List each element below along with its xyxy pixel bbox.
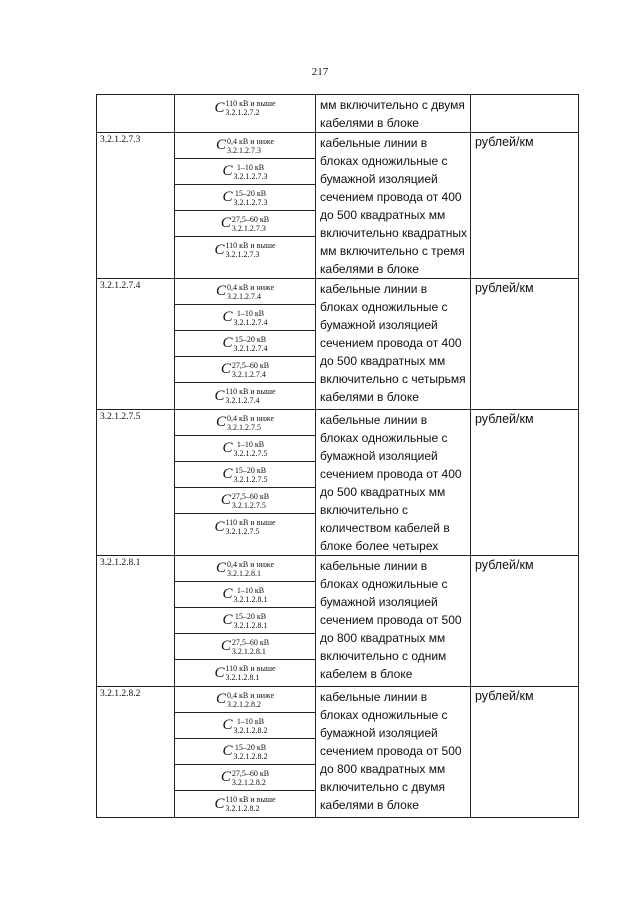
rate-symbol-list (175, 95, 315, 121)
voltage-class: 1–10 кВ (236, 439, 265, 449)
rate-letter: C (220, 769, 231, 785)
rate-letter: C (214, 664, 225, 681)
rate-letter: C (214, 387, 225, 404)
item-description: кабельные линии в блоках одножильные с бумажной изоляцией сечением провода от 500 до 800 квадратных мм включительно с двумя кабелями в блоке (316, 687, 471, 818)
rate-symbol (175, 331, 315, 357)
item-unit: рублей/км (471, 687, 579, 818)
rate-letter: C (222, 466, 233, 482)
rate-letter: C (215, 691, 226, 707)
rate-letter: C (215, 560, 226, 576)
rate-symbols (175, 687, 316, 818)
rate-symbol-list (175, 279, 315, 409)
rate-letter: C (214, 795, 225, 812)
table-row (97, 133, 579, 279)
tariff-table-body (97, 95, 579, 818)
rate-symbol (175, 305, 315, 331)
item-code: 3.2.1.2.7.3 (97, 133, 175, 279)
rate-letter: C (220, 638, 231, 654)
rate-letter: C (222, 440, 233, 456)
rate-index: 3.2.1.2.8.1 (226, 568, 261, 578)
item-code (97, 95, 175, 133)
rate-symbol (175, 185, 315, 211)
voltage-class: 110 кВ и выше (225, 664, 276, 673)
rate-letter: C (222, 717, 233, 733)
rate-index: 3.2.1.2.8.2 (231, 777, 266, 787)
voltage-class: 0,4 кВ и ниже (226, 282, 275, 292)
rate-symbol (175, 95, 315, 121)
voltage-class: 110 кВ и выше (225, 99, 276, 108)
rate-symbol (175, 279, 315, 305)
voltage-class: 110 кВ и выше (225, 795, 276, 804)
voltage-class: 15–20 кВ (234, 742, 267, 752)
rate-symbols (175, 556, 316, 687)
rate-index: 3.2.1.2.8.1 (225, 673, 260, 682)
voltage-class: 27,5–60 кВ (231, 214, 270, 224)
rate-index: 3.2.1.2.8.1 (233, 620, 268, 630)
voltage-class: 27,5–60 кВ (231, 768, 270, 778)
voltage-class: 15–20 кВ (234, 334, 267, 344)
voltage-class: 0,4 кВ и ниже (226, 413, 275, 423)
voltage-class: 27,5–60 кВ (231, 360, 270, 370)
item-code: 3.2.1.2.8.2 (97, 687, 175, 818)
voltage-class: 27,5–60 кВ (231, 491, 270, 501)
rate-index: 3.2.1.2.7.2 (225, 108, 260, 117)
item-unit: рублей/км (471, 410, 579, 556)
rate-symbol-list (175, 410, 315, 540)
voltage-class: 0,4 кВ и ниже (226, 559, 275, 569)
voltage-class: 15–20 кВ (234, 465, 267, 475)
rate-symbol (175, 660, 315, 686)
rate-letter: C (222, 189, 233, 205)
rate-symbol (175, 410, 315, 436)
rate-index: 3.2.1.2.7.3 (231, 223, 266, 233)
rate-symbol (175, 556, 315, 582)
rate-symbol (175, 436, 315, 462)
rate-index: 3.2.1.2.8.2 (225, 804, 260, 813)
rate-symbol (175, 462, 315, 488)
voltage-class: 1–10 кВ (236, 716, 265, 726)
rate-index: 3.2.1.2.7.4 (233, 343, 268, 353)
rate-letter: C (220, 361, 231, 377)
rate-index: 3.2.1.2.8.2 (233, 725, 268, 735)
rate-symbol (175, 791, 315, 817)
rate-symbol (175, 582, 315, 608)
voltage-class: 110 кВ и выше (225, 241, 276, 250)
rate-symbol (175, 383, 315, 409)
rate-symbol (175, 713, 315, 739)
rate-symbol (175, 739, 315, 765)
rate-index: 3.2.1.2.8.1 (231, 646, 266, 656)
rate-index: 3.2.1.2.7.5 (233, 448, 268, 458)
item-unit: рублей/км (471, 556, 579, 687)
rate-letter: C (215, 414, 226, 430)
tariff-table (96, 94, 579, 818)
rate-index: 3.2.1.2.8.1 (233, 594, 268, 604)
item-unit (471, 95, 579, 133)
rate-letter: C (220, 492, 231, 508)
rate-index: 3.2.1.2.8.2 (226, 699, 261, 709)
rate-letter: C (222, 612, 233, 628)
rate-index: 3.2.1.2.7.5 (231, 500, 266, 510)
rate-symbols (175, 410, 316, 556)
voltage-class: 110 кВ и выше (225, 518, 276, 527)
rate-letter: C (214, 241, 225, 258)
rate-symbol (175, 133, 315, 159)
rate-letter: C (214, 99, 225, 116)
voltage-class: 1–10 кВ (236, 162, 265, 172)
item-unit: рублей/км (471, 279, 579, 410)
page-number: 217 (311, 66, 329, 78)
table-row (97, 279, 579, 410)
item-description: кабельные линии в блоках одножильные с бумажной изоляцией сечением провода от 400 до 500 квадратных мм включительно квадратных мм включительно с тремя кабелями в блоке (316, 133, 471, 279)
table-row (97, 95, 579, 133)
voltage-class: 1–10 кВ (236, 585, 265, 595)
rate-index: 3.2.1.2.7.5 (225, 527, 260, 536)
rate-index: 3.2.1.2.7.4 (233, 317, 268, 327)
rate-letter: C (214, 518, 225, 535)
rate-symbol (175, 634, 315, 660)
rate-index: 3.2.1.2.8.2 (233, 751, 268, 761)
item-description: мм включительно с двумя кабелями в блоке (316, 95, 471, 133)
rate-symbol (175, 237, 315, 263)
rate-index: 3.2.1.2.7.3 (225, 250, 260, 259)
item-description: кабельные линии в блоках одножильные с бумажной изоляцией сечением провода от 500 до 800 квадратных мм включительно с одним кабелем в блоке (316, 556, 471, 687)
table-row (97, 687, 579, 818)
rate-symbols (175, 133, 316, 279)
item-description: кабельные линии в блоках одножильные с бумажной изоляцией сечением провода от 400 до 500 квадратных мм включительно с четырьмя кабелями в блоке (316, 279, 471, 410)
rate-symbol (175, 159, 315, 185)
rate-symbol (175, 357, 315, 383)
rate-symbol (175, 514, 315, 540)
rate-symbol (175, 687, 315, 713)
item-unit: рублей/км (471, 133, 579, 279)
rate-index: 3.2.1.2.7.3 (233, 171, 268, 181)
rate-index: 3.2.1.2.7.4 (226, 291, 261, 301)
rate-letter: C (222, 309, 233, 325)
table-row (97, 556, 579, 687)
rate-symbol (175, 488, 315, 514)
rate-letter: C (222, 586, 233, 602)
rate-letter: C (222, 163, 233, 179)
item-description: кабельные линии в блоках одножильные с бумажной изоляцией сечением провода от 400 до 500 квадратных мм включительно с количеством кабелей в блоке более четырех (316, 410, 471, 556)
voltage-class: 15–20 кВ (234, 188, 267, 198)
rate-symbol-list (175, 556, 315, 686)
voltage-class: 15–20 кВ (234, 611, 267, 621)
rate-letter: C (220, 215, 231, 231)
rate-index: 3.2.1.2.7.3 (233, 197, 268, 207)
table-row (97, 410, 579, 556)
rate-letter: C (222, 335, 233, 351)
rate-symbols (175, 279, 316, 410)
voltage-class: 0,4 кВ и ниже (226, 690, 275, 700)
rate-index: 3.2.1.2.7.4 (225, 396, 260, 405)
item-code: 3.2.1.2.7.5 (97, 410, 175, 556)
rate-index: 3.2.1.2.7.5 (233, 474, 268, 484)
rate-letter: C (215, 137, 226, 153)
rate-symbol (175, 211, 315, 237)
rate-letter: C (222, 743, 233, 759)
rate-letter: C (215, 283, 226, 299)
rate-symbol (175, 608, 315, 634)
rate-index: 3.2.1.2.7.3 (226, 145, 261, 155)
rate-symbols (175, 95, 316, 133)
rate-index: 3.2.1.2.7.5 (226, 422, 261, 432)
rate-index: 3.2.1.2.7.4 (231, 369, 266, 379)
rate-symbol-list (175, 133, 315, 263)
voltage-class: 0,4 кВ и ниже (226, 136, 275, 146)
voltage-class: 27,5–60 кВ (231, 637, 270, 647)
voltage-class: 110 кВ и выше (225, 387, 276, 396)
item-code: 3.2.1.2.7.4 (97, 279, 175, 410)
item-code: 3.2.1.2.8.1 (97, 556, 175, 687)
voltage-class: 1–10 кВ (236, 308, 265, 318)
rate-symbol (175, 765, 315, 791)
rate-symbol-list (175, 687, 315, 817)
